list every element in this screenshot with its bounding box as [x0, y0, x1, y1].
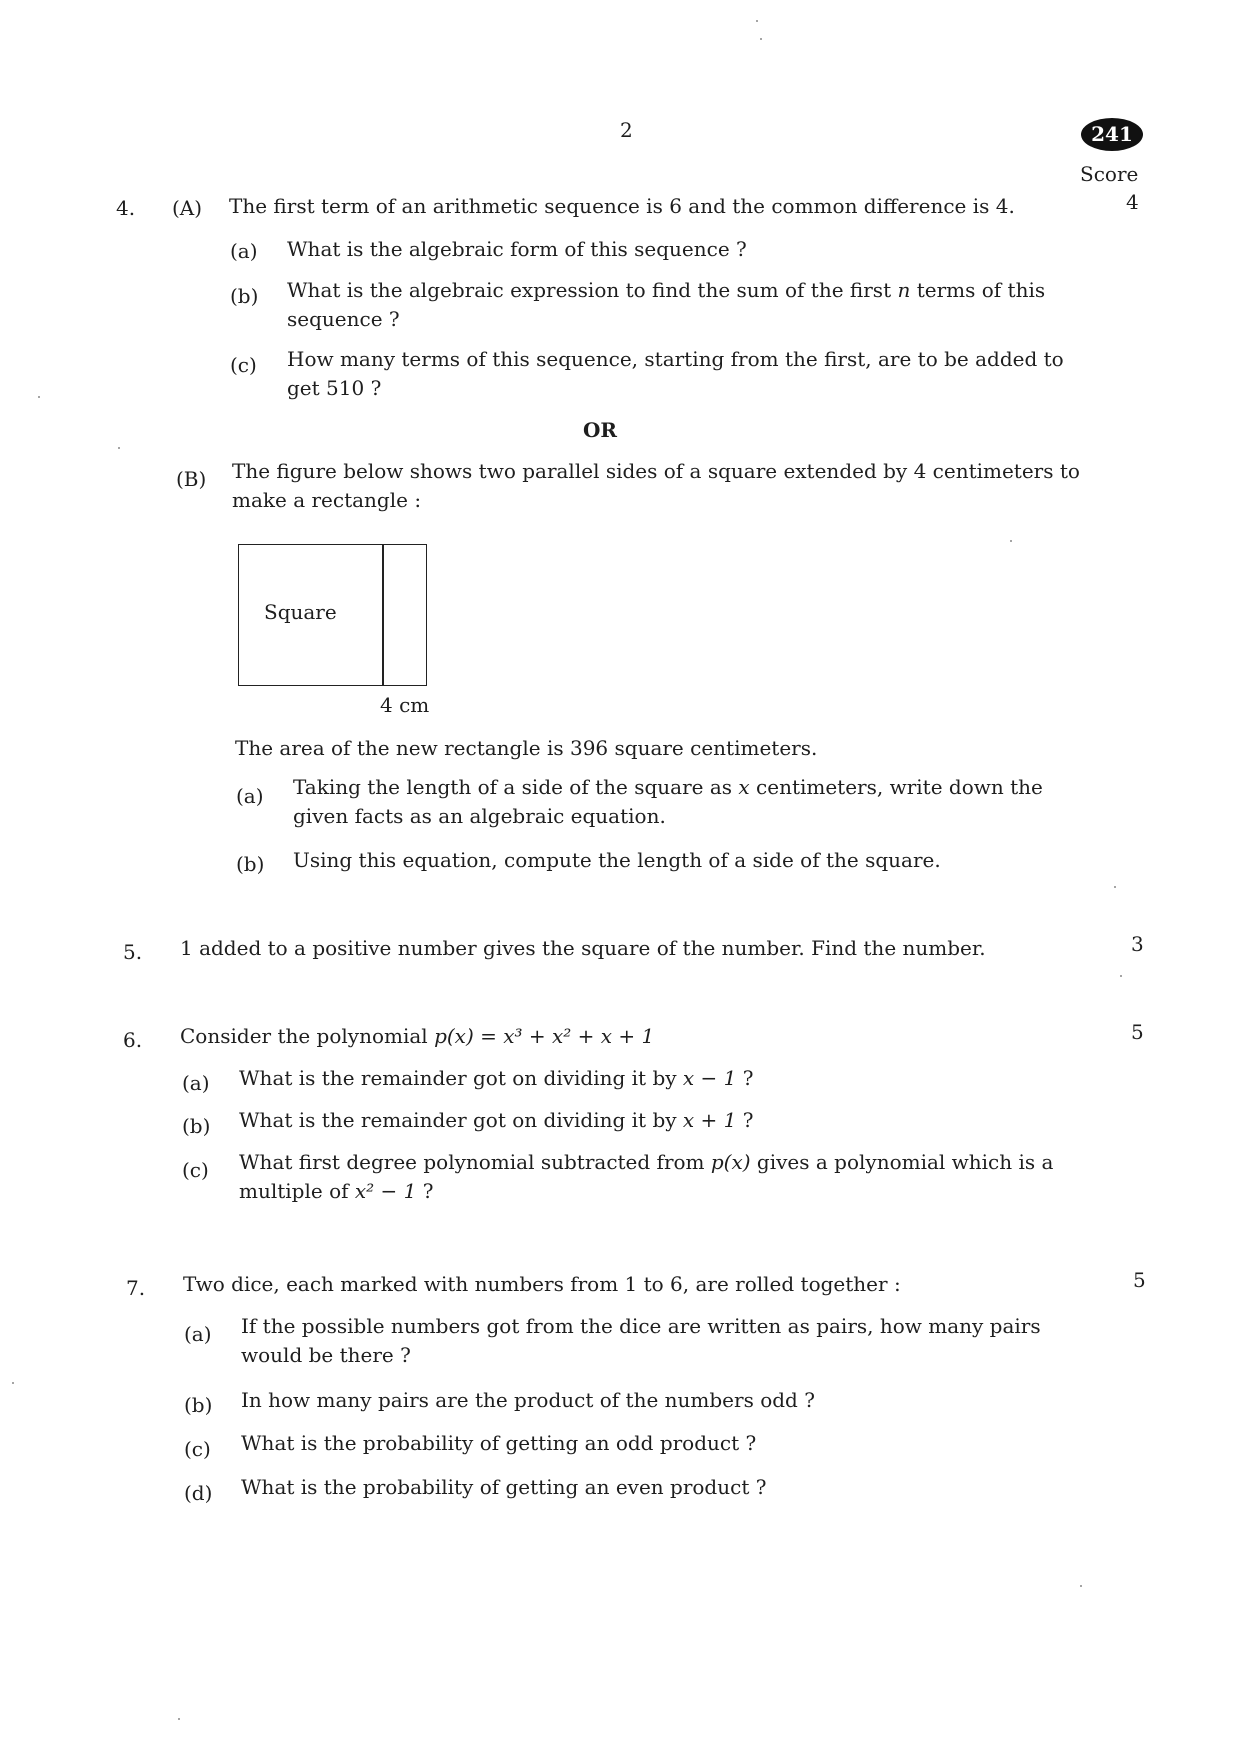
or-separator: OR	[583, 418, 618, 442]
text-span: What is the remainder got on dividing it by	[239, 1066, 683, 1090]
subpart-label: (b)	[184, 1393, 213, 1417]
scan-speck	[118, 447, 120, 449]
scan-speck	[1010, 540, 1012, 542]
question-score: 5	[1133, 1268, 1146, 1292]
question-code-badge: 241	[1081, 118, 1143, 151]
subpart-text: Using this equation, compute the length of a side of the square.	[293, 848, 941, 872]
subpart-text: If the possible numbers got from the dice are written as pairs, how many pairs would be there ?	[241, 1314, 1041, 1367]
subpart-text: What is the probability of getting an even product ?	[241, 1475, 767, 1499]
subpart-label: (a)	[230, 239, 258, 263]
math-expression: x² − 1	[354, 1179, 417, 1203]
question-score: 4	[1126, 190, 1139, 214]
question-number: 5.	[123, 940, 143, 964]
score-column-heading: Score	[1080, 162, 1139, 186]
subpart-label: (c)	[182, 1158, 209, 1182]
math-expression: p(x)	[710, 1150, 751, 1174]
text-span: gives a polynomial which is a multiple of	[239, 1150, 1054, 1203]
subpart-text	[293, 773, 1098, 831]
question-score: 5	[1131, 1020, 1144, 1044]
subpart-text: In how many pairs are the product of the numbers odd ?	[241, 1388, 815, 1412]
text-span: ?	[416, 1179, 434, 1203]
text-span: Consider the polynomial	[180, 1024, 435, 1048]
dimension-label: 4 cm	[380, 693, 430, 717]
text-span: ?	[736, 1108, 754, 1132]
math-variable: n	[897, 278, 911, 302]
page-number: 2	[620, 118, 633, 142]
subpart-label: (a)	[182, 1071, 210, 1095]
subpart-label: (a)	[236, 784, 264, 808]
question-number: 4.	[116, 196, 136, 220]
scan-speck	[38, 396, 40, 398]
subpart-text: How many terms of this sequence, starting from the first, are to be added to get 510 ?	[287, 347, 1064, 400]
math-expression: x + 1	[682, 1108, 737, 1132]
scan-speck	[1080, 1585, 1082, 1587]
polynomial-expression: p(x) = x³ + x² + x + 1	[434, 1024, 655, 1048]
question-number: 7.	[126, 1276, 146, 1300]
subpart-text: What is the algebraic form of this sequence ?	[287, 237, 747, 261]
question-stem: Two dice, each marked with numbers from 1 to 6, are rolled together :	[183, 1272, 901, 1296]
subpart-text: What is the probability of getting an odd product ?	[241, 1431, 757, 1455]
subpart-label: (d)	[184, 1481, 213, 1505]
subpart-label: (b)	[230, 284, 259, 308]
subpart-label: (b)	[236, 852, 265, 876]
scan-speck	[12, 1382, 14, 1384]
text-span: Taking the length of a side of the square as	[293, 775, 739, 799]
text-span: What first degree polynomial subtracted from	[239, 1150, 711, 1174]
text-span: terms of this sequence ?	[287, 278, 1046, 331]
extension-divider	[382, 544, 384, 686]
part-a-stem: The first term of an arithmetic sequence is 6 and the common difference is 4.	[229, 194, 1015, 218]
scan-speck	[178, 1718, 180, 1720]
scan-speck	[760, 38, 762, 40]
part-b-label: (B)	[176, 467, 207, 491]
subpart-text	[287, 276, 1087, 334]
subpart-text	[239, 1148, 1089, 1206]
area-statement: The area of the new rectangle is 396 square centimeters.	[235, 736, 818, 760]
subpart-text	[239, 1108, 753, 1132]
math-variable: x	[738, 775, 750, 799]
part-a-label: (A)	[172, 196, 203, 220]
scan-speck	[1114, 886, 1116, 888]
question-text: 1 added to a positive number gives the square of the number. Find the number.	[180, 936, 986, 960]
subpart-label: (c)	[230, 353, 257, 377]
text-span: ?	[736, 1066, 754, 1090]
subpart-label: (c)	[184, 1437, 211, 1461]
part-b-stem: The figure below shows two parallel sides of a square extended by 4 centimeters to make a rectangle :	[232, 459, 1080, 512]
scan-speck	[1120, 975, 1122, 977]
square-label: Square	[264, 600, 337, 624]
subpart-text	[239, 1066, 753, 1090]
scan-speck	[756, 20, 758, 22]
question-number: 6.	[123, 1028, 143, 1052]
subpart-label: (b)	[182, 1114, 211, 1138]
text-span: What is the remainder got on dividing it by	[239, 1108, 683, 1132]
question-score: 3	[1131, 932, 1144, 956]
question-stem	[180, 1024, 654, 1048]
text-span: centimeters, write down the given facts as an algebraic equation.	[293, 775, 1043, 828]
subpart-label: (a)	[184, 1322, 212, 1346]
text-span: What is the algebraic expression to find the sum of the first	[287, 278, 898, 302]
math-expression: x − 1	[682, 1066, 737, 1090]
